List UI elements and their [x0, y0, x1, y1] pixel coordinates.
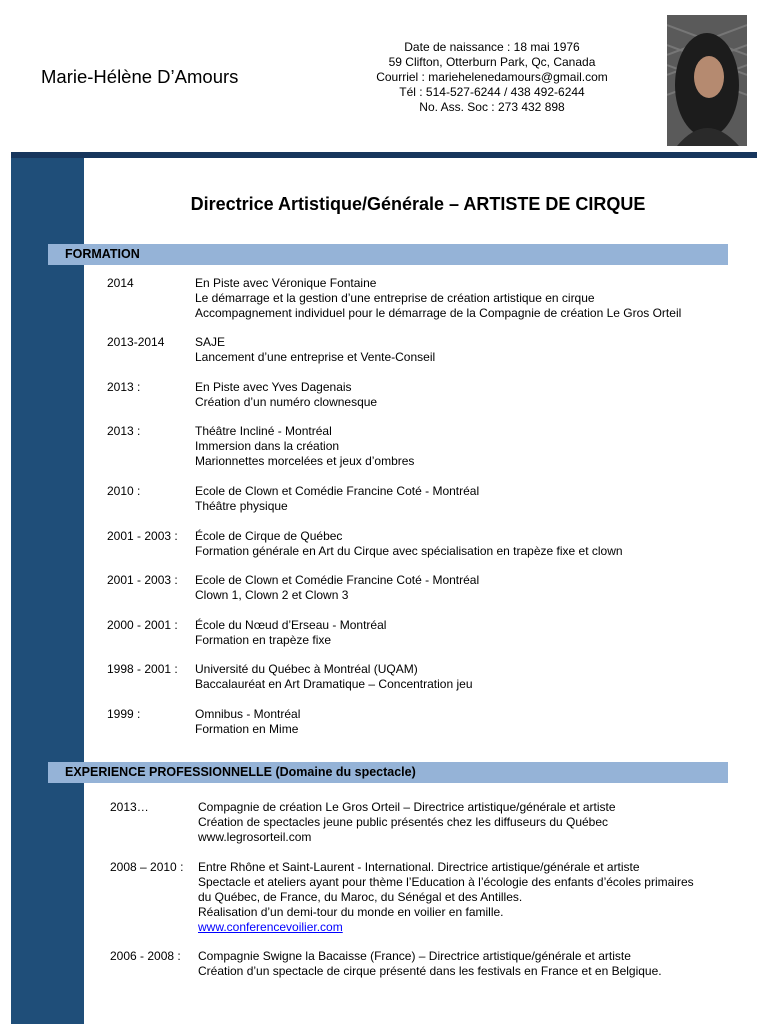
entry-line: Ecole de Clown et Comédie Francine Coté - Montréal [195, 484, 480, 498]
contact-block [358, 40, 626, 115]
entry-line: Théâtre physique [195, 499, 288, 513]
entry-line: Réalisation d’un demi-tour du monde en voilier en famille. [198, 905, 504, 919]
phone: Tél : 514-527-6244 / 438 492-6244 [399, 85, 585, 99]
entry-line: Compagnie Swigne la Bacaisse (France) – Directrice artistique/générale et artiste [198, 949, 631, 963]
entry-line: Spectacle et ateliers ayant pour thème l’Education à l’écologie des enfants d’écoles primaires [198, 875, 694, 889]
profile-photo [667, 15, 747, 146]
entry-date: 2013 : [107, 424, 141, 438]
entry-date: 1999 : [107, 707, 141, 721]
entry-line: Université du Québec à Montréal (UQAM) [195, 662, 418, 676]
entry-date: 1998 - 2001 : [107, 662, 178, 676]
entry-line: Théâtre Incliné - Montréal [195, 424, 332, 438]
website-text: www.legrosorteil.com [198, 830, 312, 844]
entry-date: 2010 : [107, 484, 141, 498]
website-link[interactable]: www.conferencevoilier.com [198, 920, 343, 934]
entry-line: Omnibus - Montréal [195, 707, 301, 721]
entry-date: 2001 - 2003 : [107, 529, 178, 543]
cv-title: Directrice Artistique/Générale – ARTISTE DE CIRQUE [190, 194, 646, 214]
entry-date: 2013… [110, 800, 149, 814]
entry-line: Création de spectacles jeune public présentés chez les diffuseurs du Québec [198, 815, 609, 829]
entry-date: 2013 : [107, 380, 141, 394]
entry-line: Clown 1, Clown 2 et Clown 3 [195, 588, 349, 602]
entry-line: Formation en trapèze fixe [195, 633, 332, 647]
birth-date: Date de naissance : 18 mai 1976 [404, 40, 580, 54]
entry-line: Le démarrage et la gestion d’une entreprise de création artistique en cirque [195, 291, 595, 305]
social-insurance-number: No. Ass. Soc : 273 432 898 [419, 100, 565, 114]
entry-date: 2001 - 2003 : [107, 573, 178, 587]
entry-date: 2008 – 2010 : [110, 860, 184, 874]
entry-line: Création d’un numéro clownesque [195, 395, 378, 409]
entry-line: Création d’un spectacle de cirque présenté dans les festivals en France et en Belgique. [198, 964, 662, 978]
entry-line: Formation en Mime [195, 722, 299, 736]
entry-date: 2000 - 2001 : [107, 618, 178, 632]
entry-line: Accompagnement individuel pour le démarrage de la Compagnie de création Le Gros Orteil [195, 306, 682, 320]
entry-line: Formation générale en Art du Cirque avec spécialisation en trapèze fixe et clown [195, 544, 623, 558]
entry-line: Baccalauréat en Art Dramatique – Concentration jeu [195, 677, 473, 691]
entry-date: 2006 - 2008 : [110, 949, 181, 963]
candidate-name: Marie-Hélène D’Amours [41, 66, 239, 87]
address: 59 Clifton, Otterburn Park, Qc, Canada [388, 55, 596, 69]
left-sidebar-band [11, 158, 84, 1024]
entry-line: En Piste avec Véronique Fontaine [195, 276, 377, 290]
entry-line: Marionnettes morcelées et jeux d’ombres [195, 454, 415, 468]
entry-date: 2014 [107, 276, 134, 290]
email: Courriel : mariehelenedamours@gmail.com [376, 70, 608, 84]
entry-line: Entre Rhône et Saint-Laurent - International. Directrice artistique/générale et artiste [198, 860, 640, 874]
entry-line: du Québec, de France, du Maroc, du Sénégal et des Antilles. [198, 890, 523, 904]
entry-line: Immersion dans la création [195, 439, 340, 453]
entry-line: École de Cirque de Québec [195, 529, 343, 543]
entry-line: En Piste avec Yves Dagenais [195, 380, 352, 394]
entry-line: SAJE [195, 335, 226, 349]
experience-section-header: EXPERIENCE PROFESSIONNELLE (Domaine du spectacle) [48, 762, 728, 783]
formation-section-header: FORMATION [48, 244, 728, 265]
entry-line: École du Nœud d’Erseau - Montréal [195, 618, 387, 632]
entry-line: Lancement d’une entreprise et Vente-Conseil [195, 350, 436, 364]
entry-line: Ecole de Clown et Comédie Francine Coté - Montréal [195, 573, 480, 587]
entry-date: 2013-2014 [107, 335, 165, 349]
entry-line: Compagnie de création Le Gros Orteil – Directrice artistique/générale et artiste [198, 800, 616, 814]
top-rule [11, 152, 757, 158]
